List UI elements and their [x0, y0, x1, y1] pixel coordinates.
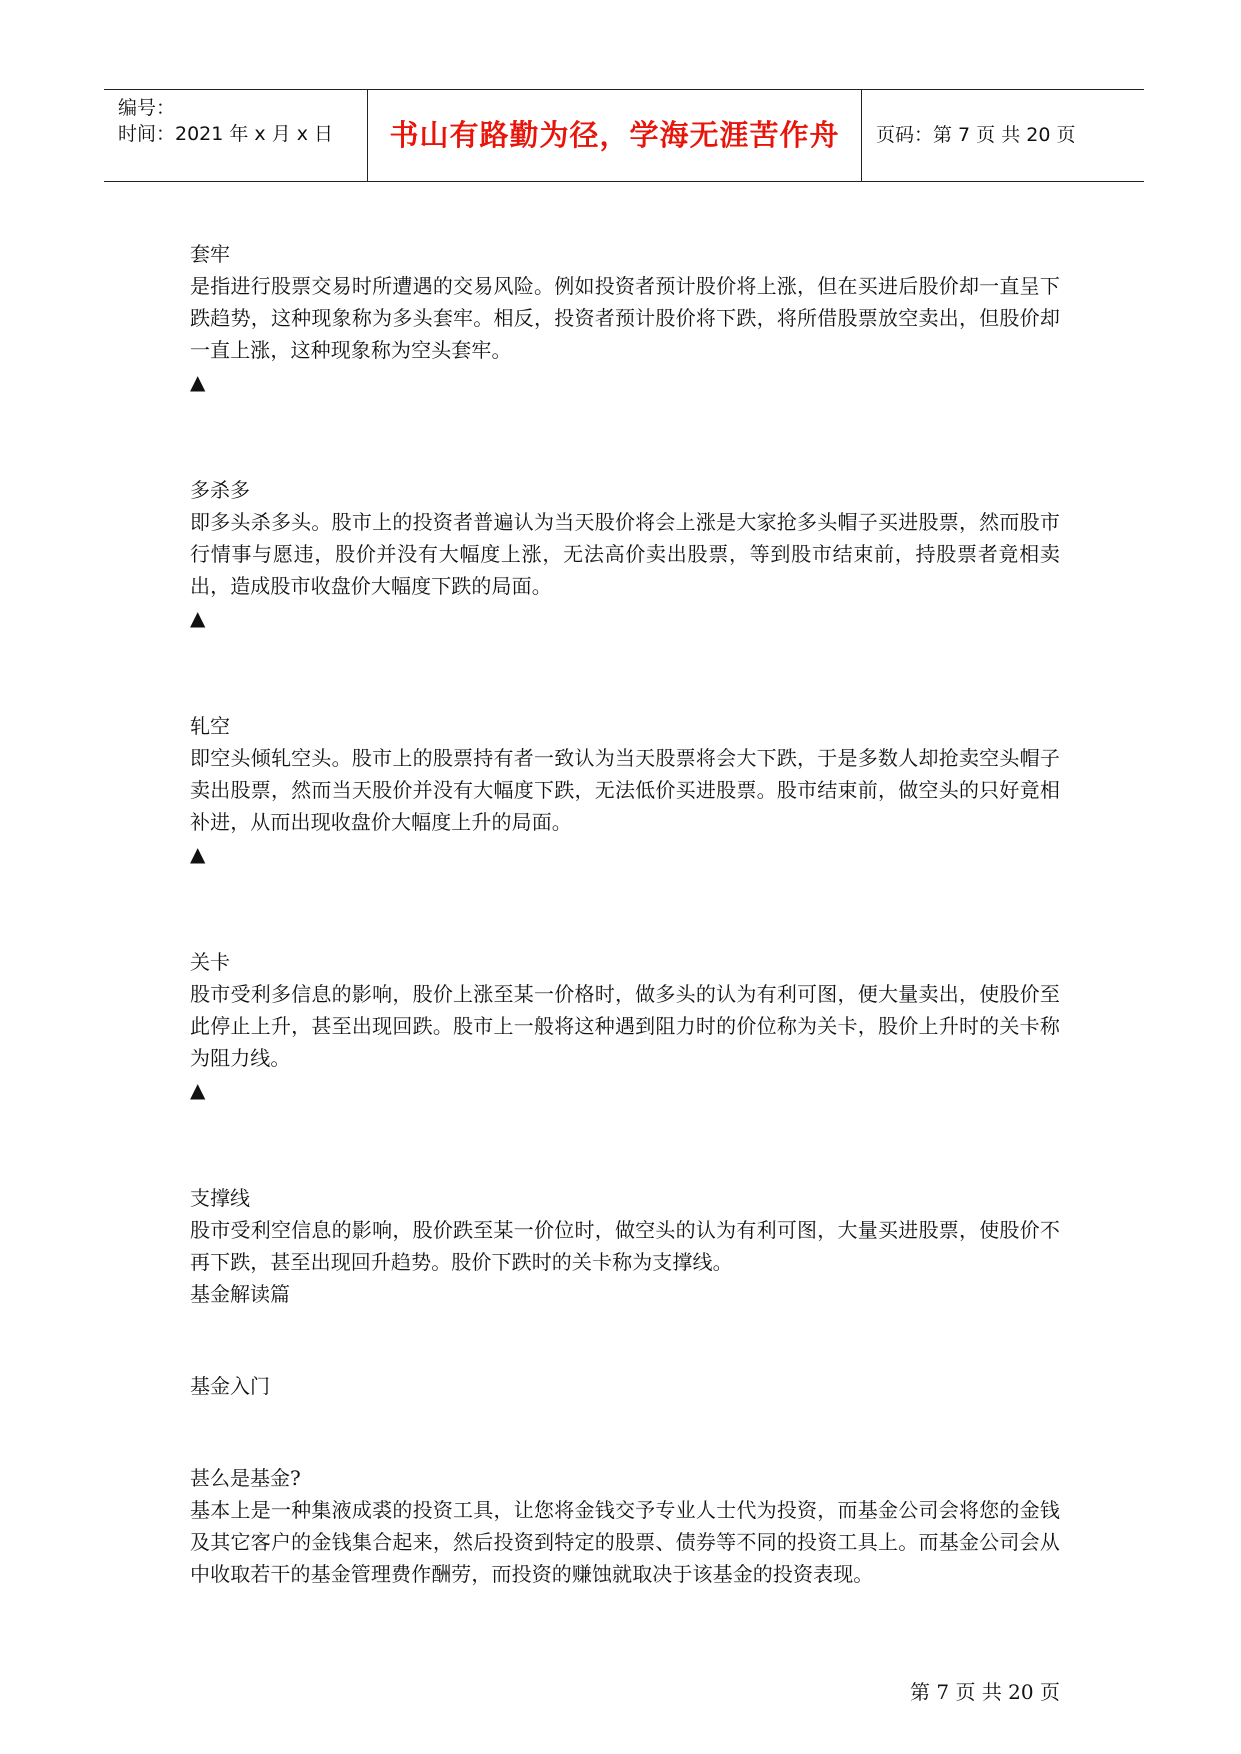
term-title: 套牢	[190, 242, 230, 266]
term-section	[190, 474, 1060, 634]
question-answer: 基本上是一种集液成裘的投资工具，让您将金钱交予专业人士代为投资，而基金公司会将您的金钱及其它客户的金钱集合起来，然后投资到特定的股票、债券等不同的投资工具上。而基金公司会从中收取若干的基金管理费作酬劳，而投资的赚蚀就取决于该基金的投资表现。	[190, 1498, 1060, 1586]
subsection-title: 基金入门	[190, 1374, 270, 1398]
triangle-marker-icon: ▲	[190, 606, 206, 630]
question-section	[190, 1462, 1060, 1590]
term-definition: 股市受利空信息的影响，股价跌至某一价位时，做空头的认为有利可图，大量买进股票，使股价不再下跌，甚至出现回升趋势。股价下跌时的关卡称为支撑线。	[190, 1218, 1060, 1274]
term-definition: 即空头倾轧空头。股市上的股票持有者一致认为当天股票将会大下跌，于是多数人却抢卖空头帽子卖出股票，然而当天股价并没有大幅度下跌，无法低价买进股票。股市结束前，做空头的只好竟相补进，从而出现收盘价大幅度上升的局面。	[190, 746, 1060, 834]
number-label: 编号：	[118, 97, 176, 119]
term-definition: 股市受利多信息的影响，股价上涨至某一价格时，做多头的认为有利可图，便大量卖出，使股价至此停止上升，甚至出现回跌。股市上一般将这种遇到阻力时的价位称为关卡，股价上升时的关卡称为阻力线。	[190, 982, 1060, 1070]
term-section	[190, 946, 1060, 1106]
time-label: 时间：2021 年 x 月 x 日	[118, 123, 334, 145]
term-title: 支撑线	[190, 1186, 250, 1210]
triangle-marker-icon: ▲	[190, 370, 206, 394]
term-section	[190, 238, 1060, 398]
header-right-cell	[862, 90, 1144, 181]
header-motto: 书山有路勤为径，学海无涯苦作舟	[389, 118, 840, 152]
term-title: 关卡	[190, 950, 230, 974]
page-footer: 第 7 页 共 20 页	[910, 1680, 1060, 1704]
document-header	[104, 89, 1144, 182]
document-body	[190, 238, 1060, 1590]
header-middle-cell	[368, 90, 862, 181]
triangle-marker-icon: ▲	[190, 842, 206, 866]
term-title: 轧空	[190, 714, 230, 738]
header-left-cell	[104, 90, 368, 181]
term-section	[190, 1182, 1060, 1278]
term-title: 多杀多	[190, 478, 250, 502]
term-section	[190, 710, 1060, 870]
header-page-info: 页码：第 7 页 共 20 页	[876, 124, 1076, 146]
term-definition: 即多头杀多头。股市上的投资者普遍认为当天股价将会上涨是大家抢多头帽子买进股票，然而股市行情事与愿违，股价并没有大幅度上涨，无法高价卖出股票，等到股市结束前，持股票者竟相卖出，造成股市收盘价大幅度下跌的局面。	[190, 510, 1060, 598]
chapter-title: 基金解读篇	[190, 1282, 290, 1306]
triangle-marker-icon: ▲	[190, 1078, 206, 1102]
term-definition: 是指进行股票交易时所遭遇的交易风险。例如投资者预计股价将上涨，但在买进后股价却一直呈下跌趋势，这种现象称为多头套牢。相反，投资者预计股价将下跌，将所借股票放空卖出，但股价却一直上涨，这种现象称为空头套牢。	[190, 274, 1060, 362]
question-title: 甚么是基金?	[190, 1466, 301, 1490]
